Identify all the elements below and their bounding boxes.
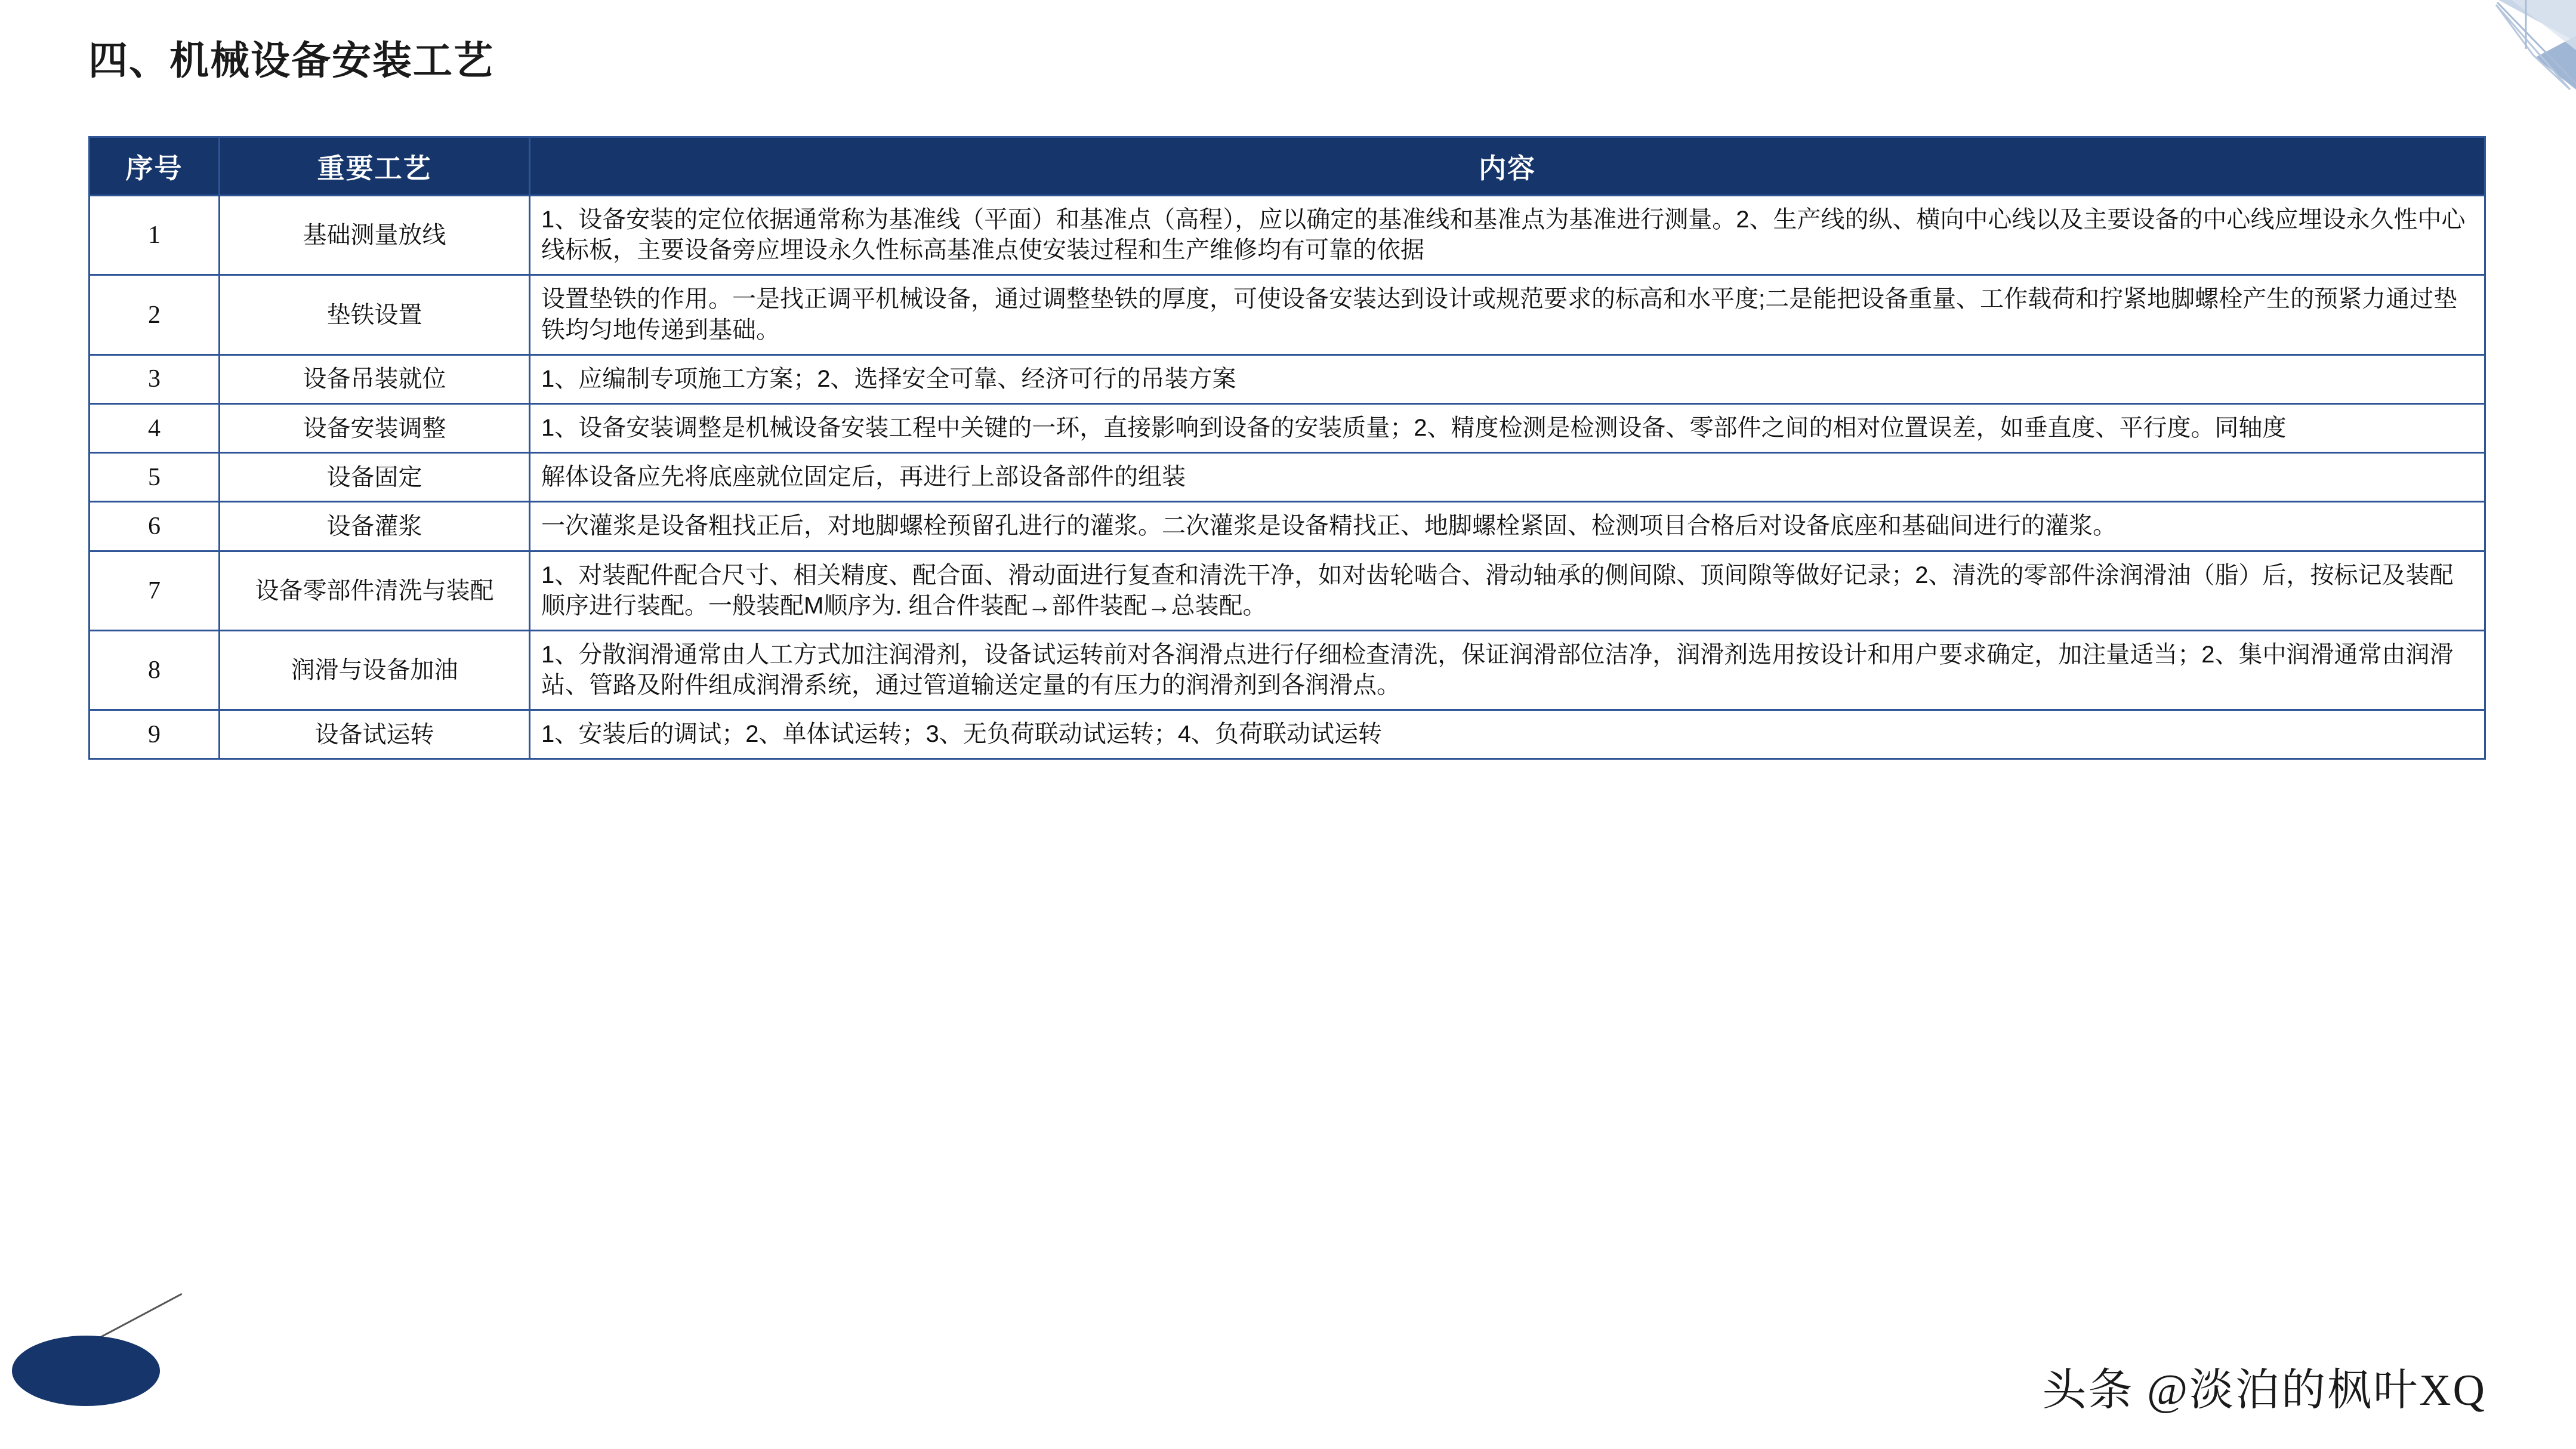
process-table-container bbox=[88, 136, 2486, 760]
cell-content: 解体设备应先将底座就位固定后，再进行上部设备部件的组装 bbox=[530, 453, 2485, 502]
column-header-content: 内容 bbox=[530, 137, 2485, 196]
table-row bbox=[90, 710, 2485, 759]
cell-process: 基础测量放线 bbox=[220, 196, 530, 275]
cell-no: 5 bbox=[90, 453, 220, 502]
cell-no: 1 bbox=[90, 196, 220, 275]
watermark-text: 头条 @淡泊的枫叶XQ bbox=[2042, 1366, 2486, 1415]
cell-content: 1、应编制专项施工方案；2、选择安全可靠、经济可行的吊装方案 bbox=[530, 354, 2485, 403]
cell-content: 1、设备安装调整是机械设备安装工程中关键的一环，直接影响到设备的安装质量；2、精度检测是检测设备、零部件之间的相对位置误差，如垂直度、平行度。同轴度 bbox=[530, 403, 2485, 452]
page-title: 四、机械设备安装工艺 bbox=[88, 38, 494, 82]
column-header-no: 序号 bbox=[90, 137, 220, 196]
cell-content: 一次灌浆是设备粗找正后，对地脚螺栓预留孔进行的灌浆。二次灌浆是设备精找正、地脚螺栓紧固、检测项目合格后对设备底座和基础间进行的灌浆。 bbox=[530, 502, 2485, 551]
cell-process: 润滑与设备加油 bbox=[220, 630, 530, 710]
corner-decoration bbox=[2379, 0, 2576, 143]
cell-process: 设备固定 bbox=[220, 453, 530, 502]
table-row bbox=[90, 453, 2485, 502]
cell-content: 1、安装后的调试；2、单体试运转；3、无负荷联动试运转；4、负荷联动试运转 bbox=[530, 710, 2485, 759]
cell-no: 8 bbox=[90, 630, 220, 710]
cell-process: 设备吊装就位 bbox=[220, 354, 530, 403]
cell-no: 7 bbox=[90, 551, 220, 630]
table-row bbox=[90, 403, 2485, 452]
cell-no: 6 bbox=[90, 502, 220, 551]
cell-process: 设备试运转 bbox=[220, 710, 530, 759]
cell-no: 2 bbox=[90, 275, 220, 354]
decorative-ellipse bbox=[12, 1336, 160, 1406]
cell-process: 设备灌浆 bbox=[220, 502, 530, 551]
cell-content: 设置垫铁的作用。一是找正调平机械设备，通过调整垫铁的厚度，可使设备安装达到设计或规范要求的标高和水平度;二是能把设备重量、工作载荷和拧紧地脚螺栓产生的预紧力通过垫铁均匀地传递到基础。 bbox=[530, 275, 2485, 354]
table-row bbox=[90, 196, 2485, 275]
table-row bbox=[90, 551, 2485, 630]
cell-no: 4 bbox=[90, 403, 220, 452]
table-row bbox=[90, 630, 2485, 710]
cell-process: 设备零部件清洗与装配 bbox=[220, 551, 530, 630]
table-header bbox=[90, 137, 2485, 196]
cell-no: 3 bbox=[90, 354, 220, 403]
cell-content: 1、分散润滑通常由人工方式加注润滑剂，设备试运转前对各润滑点进行仔细检查清洗，保证润滑部位洁净，润滑剂选用按设计和用户要求确定，加注量适当；2、集中润滑通常由润滑站、管路及附件组成润滑系统，通过管道输送定量的有压力的润滑剂到各润滑点。 bbox=[530, 630, 2485, 710]
table-row bbox=[90, 354, 2485, 403]
cell-content: 1、设备安装的定位依据通常称为基准线（平面）和基准点（高程），应以确定的基准线和基准点为基准进行测量。2、生产线的纵、横向中心线以及主要设备的中心线应埋设永久性中心线标板，主要设备旁应埋设永久性标高基准点使安装过程和生产维修均有可靠的依据 bbox=[530, 196, 2485, 275]
cell-process: 设备安装调整 bbox=[220, 403, 530, 452]
cell-process: 垫铁设置 bbox=[220, 275, 530, 354]
cell-no: 9 bbox=[90, 710, 220, 759]
table-row bbox=[90, 275, 2485, 354]
column-header-process: 重要工艺 bbox=[220, 137, 530, 196]
cell-content: 1、对装配件配合尺寸、相关精度、配合面、滑动面进行复查和清洗干净，如对齿轮啮合、滑动轴承的侧间隙、顶间隙等做好记录；2、清洗的零部件涂润滑油（脂）后，按标记及装配顺序进行装配。一般装配M顺序为. 组合件装配→部件装配→总装配。 bbox=[530, 551, 2485, 630]
table-body bbox=[90, 196, 2485, 759]
table-header-row bbox=[90, 137, 2485, 196]
table-row bbox=[90, 502, 2485, 551]
process-table bbox=[88, 136, 2486, 760]
